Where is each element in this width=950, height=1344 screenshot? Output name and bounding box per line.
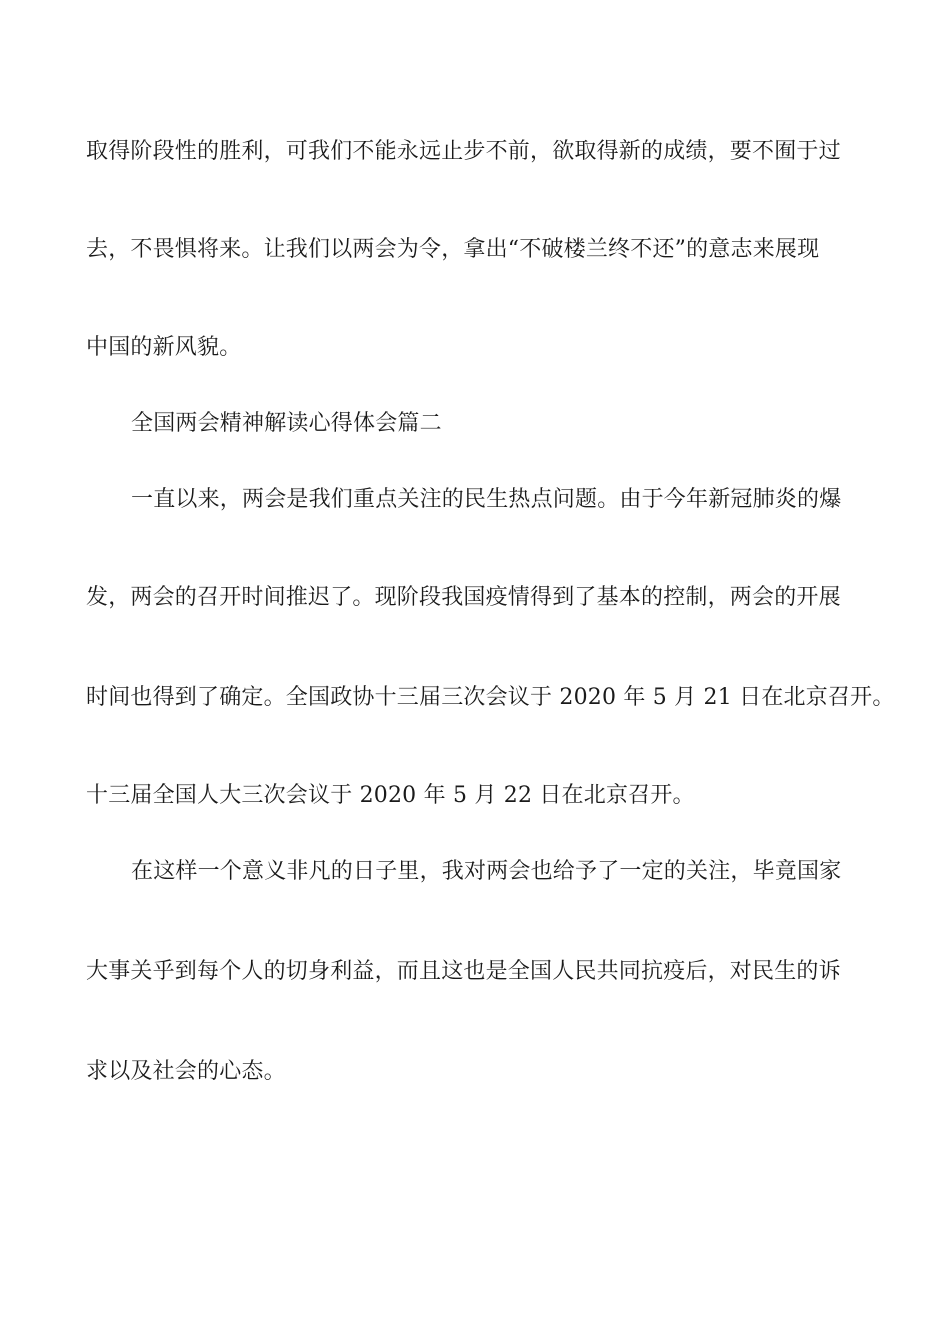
paragraph-3-line-1: 在这样一个意义非凡的日子里，我对两会也给予了一定的关注，毕竟国家	[131, 859, 842, 884]
paragraph-2-line-2: 发，两会的召开时间推迟了。现阶段我国疫情得到了基本的控制，两会的开展	[86, 585, 841, 610]
section-heading: 全国两会精神解读心得体会篇二	[131, 411, 442, 436]
paragraph-3-line-3: 求以及社会的心态。	[86, 1059, 286, 1084]
paragraph-1-line-2: 去，不畏惧将来。让我们以两会为令，拿出“不破楼兰终不还”的意志来展现	[86, 237, 820, 262]
paragraph-2-line-4: 十三届全国人大三次会议于 2020 年 5 月 22 日在北京召开。	[86, 783, 695, 808]
paragraph-1-line-1: 取得阶段性的胜利，可我们不能永远止步不前，欲取得新的成绩，要不囿于过	[86, 139, 841, 164]
paragraph-2-line-1: 一直以来，两会是我们重点关注的民生热点问题。由于今年新冠肺炎的爆	[131, 487, 842, 512]
paragraph-2-line-3: 时间也得到了确定。全国政协十三届三次会议于 2020 年 5 月 21 日在北京召开。	[86, 685, 895, 710]
paragraph-1-line-3: 中国的新风貌。	[86, 335, 242, 360]
paragraph-3-line-2: 大事关乎到每个人的切身利益，而且这也是全国人民共同抗疫后，对民生的诉	[86, 959, 841, 984]
